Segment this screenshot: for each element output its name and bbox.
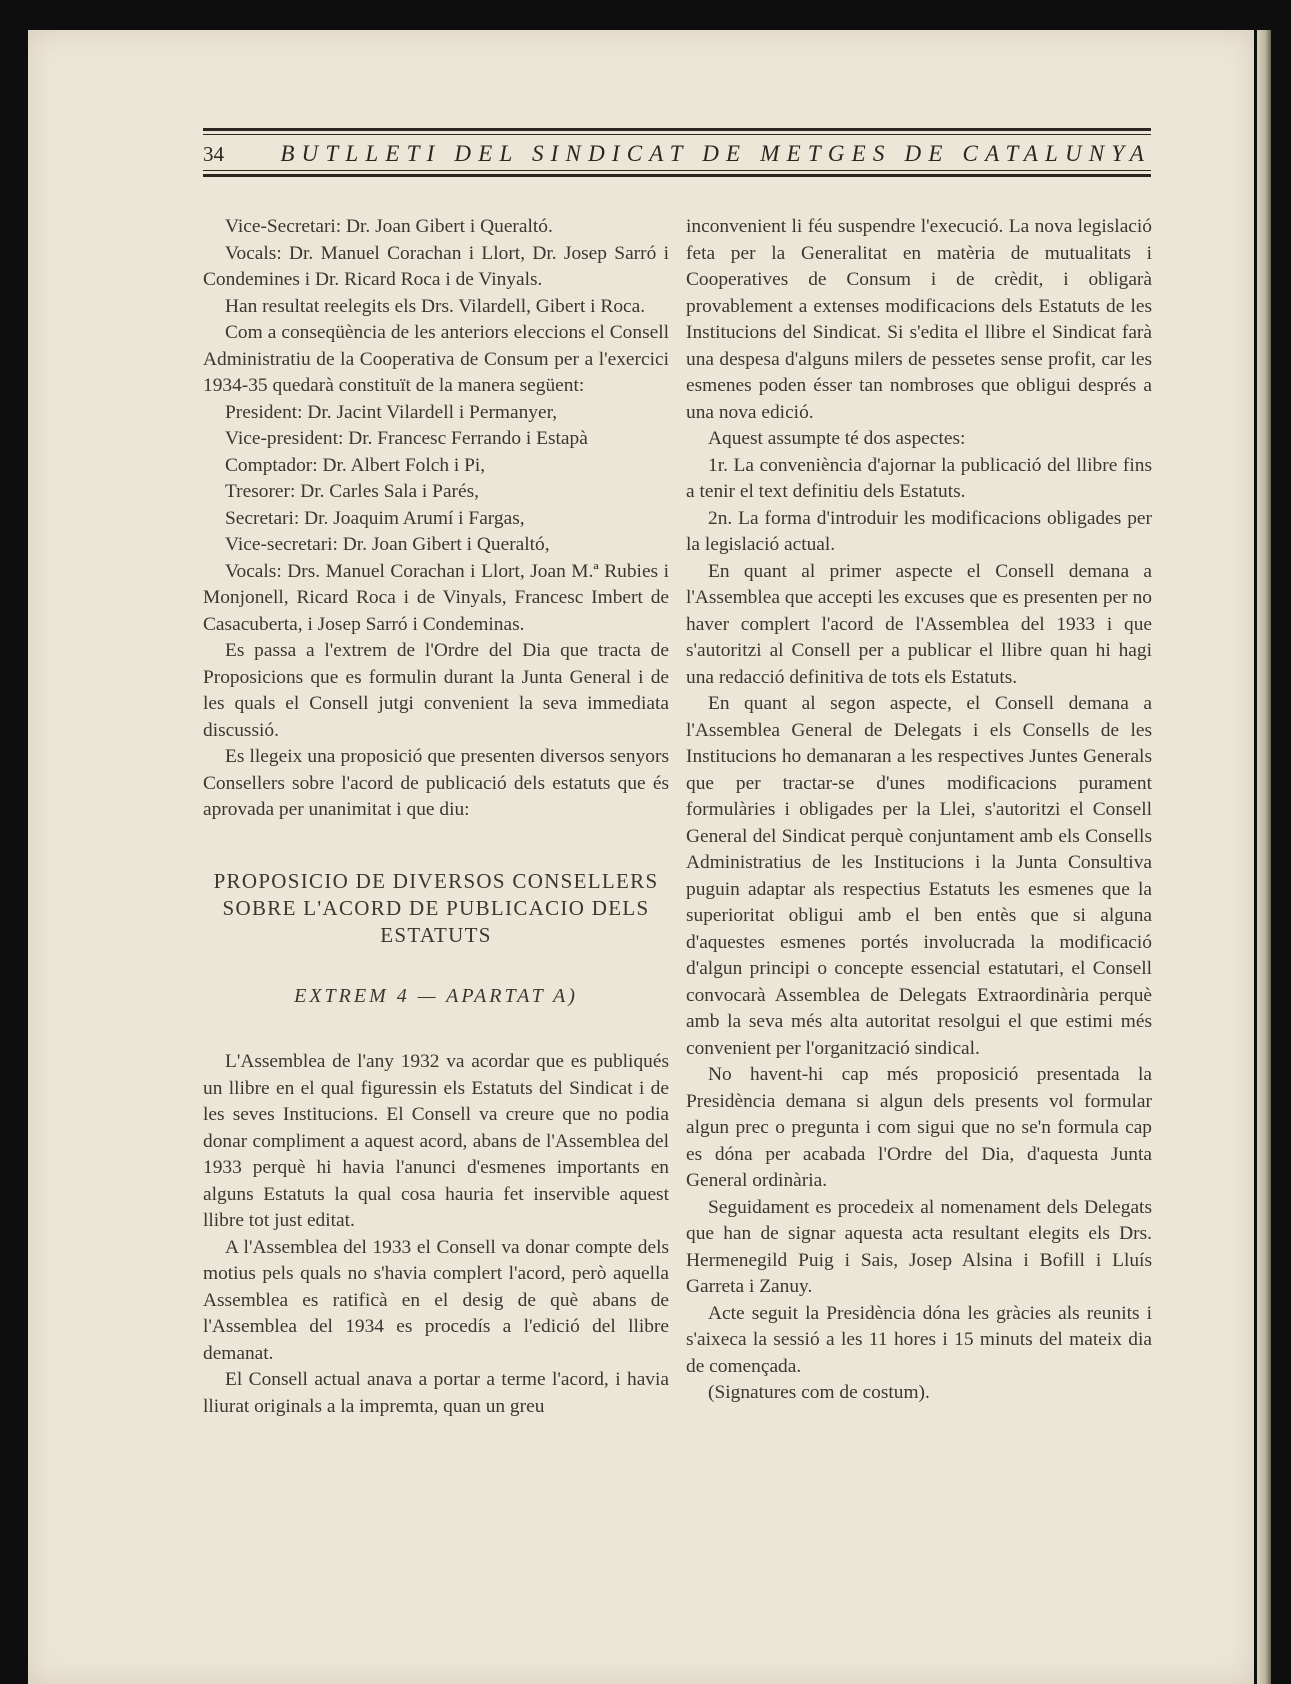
- paragraph: Vice-Secretari: Dr. Joan Gibert i Queraltó.: [225, 216, 553, 237]
- board-member-line: Comptador: Dr. Albert Folch i Pi,: [225, 454, 486, 476]
- paragraph: Acte seguit la Presidència dóna les gràcies als reunits i s'aixeca la sessió a les 11 hores i 15 minuts del mateix dia de començada.: [686, 1302, 1152, 1377]
- paragraph: Es passa a l'extrem de l'Ordre del Dia que tracta de Proposicions que es formulin durant la Junta General i de les quals el Consell jutgi convenient la seva immediata discussió.: [203, 640, 669, 741]
- paragraph: Com a conseqüència de les anteriors eleccions el Consell Administratiu de la Cooperativa de Consum per a l'exercici 1934-35 quedarà constituït de la manera següent:: [203, 322, 669, 396]
- header-rule-top-thin: [203, 134, 1151, 135]
- board-member-line: President: Dr. Jacint Vilardell i Permanyer,: [225, 401, 558, 423]
- paragraph: El Consell actual anava a portar a terme l'acord, i havia lliurat originals a la impremta, quan un greu: [203, 1369, 669, 1417]
- list-item: 2n. La forma d'introduir les modificacions obligades per la legislació actual.: [686, 507, 1152, 555]
- page-edge: [1257, 30, 1271, 1684]
- running-title: BUTLLETI DEL SINDICAT DE METGES DE CATALUNYA: [280, 141, 1151, 166]
- header-rule-bottom-thin: [203, 170, 1151, 171]
- header-rule-top-thick: [203, 128, 1151, 131]
- section-subheading: EXTREM 4 — APARTAT A): [294, 984, 578, 1007]
- section-heading: PROPOSICIO DE DIVERSOS CONSELLERS SOBRE L'ACORD DE PUBLICACIO DELS ESTATUTS: [213, 868, 659, 947]
- paragraph-continued: inconvenient li féu suspendre l'execució. La nova legislació feta per la Generalitat en matèria de mutualitats i Cooperatives de Consum i de crèdit, i obligarà provablement a extenses modificacions dels Estatuts de les Institucions del Sindicat. Si s'edita el llibre el Sindicat farà una despesa d'alguns milers de pessetes sense profit, car les esmenes poden ésser tan nombroses que obligui després a una nova edició.: [686, 216, 1152, 423]
- paragraph: Es llegeix una proposició que presenten diversos senyors Consellers sobre l'acord de publicació dels estatuts que és aprovada per unanimitat i que diu:: [203, 746, 669, 820]
- paragraph: Aquest assumpte té dos aspectes:: [708, 428, 966, 449]
- paragraph: Han resultat reelegits els Drs. Vilardell, Gibert i Roca.: [225, 295, 646, 317]
- right-column: [686, 214, 1152, 1407]
- board-member-line: Secretari: Dr. Joaquim Arumí i Fargas,: [225, 507, 525, 529]
- paragraph: En quant al segon aspecte, el Consell demana a l'Assemblea General de Delegats i els Consells de les Institucions ho demanaran a les respectives Juntes Generals que per tractar-se d'unes modificacions purament formulàries i obligades per la Llei, s'autoritzi el Consell General del Sindicat perquè conjuntament amb els Consells Administratius de les Institucions i la Junta Consultiva puguin adaptar als respectius Estatuts les esmenes que la superioritat obligui amb el ben entès que si alguna d'aquestes esmenes portés involucrada la modificació d'algun principi o concepte essencial estatutari, el Consell convocarà Assemblea de Delegats Extraordinària perquè amb la seva més alta autoritat resolgui el que estimi més convenient per l'organització sindical.: [686, 693, 1152, 1059]
- signatures-note: (Signatures com de costum).: [708, 1382, 930, 1403]
- list-item: 1r. La conveniència d'ajornar la publicació del llibre fins a tenir el text definitiu dels Estatuts.: [686, 454, 1152, 502]
- page-number: 34: [203, 141, 224, 166]
- paragraph: Seguidament es procedeix al nomenament dels Delegats que han de signar aquesta acta resultant elegits els Drs. Hermenegild Puig i Sais, Josep Alsina i Bofill i Lluís Garreta i Zanuy.: [686, 1196, 1152, 1297]
- paragraph: Vocals: Dr. Manuel Corachan i Llort, Dr. Josep Sarró i Condemines i Dr. Ricard Roca i de Vinyals.: [203, 242, 669, 290]
- running-header: [203, 126, 1151, 180]
- board-member-line: Tresorer: Dr. Carles Sala i Parés,: [225, 481, 480, 502]
- board-member-line: Vice-secretari: Dr. Joan Gibert i Queraltó,: [225, 534, 550, 555]
- header-row: [203, 140, 1151, 168]
- left-column: [203, 214, 669, 1420]
- paragraph: L'Assemblea de l'any 1932 va acordar que es publiqués un llibre en el qual figuressin els Estatuts del Sindicat i de les seves Institucions. El Consell va creure que no podia donar compliment a aquest acord, abans de l'Assemblea del 1933 perquè hi havia l'anunci d'esmenes importants en alguns Estatuts la qual cosa hauria fet inservible aquest llibre tot just editat.: [203, 1051, 669, 1231]
- paragraph: En quant al primer aspecte el Consell demana a l'Assemblea que accepti les excuses que es presenten per no haver complert l'acord de l'Assemblea del 1933 i que s'autoritzi al Consell per a publicar el llibre quan hi hagi una redacció definitiva de tots els Estatuts.: [686, 560, 1152, 688]
- board-member-line: Vice-president: Dr. Francesc Ferrando i Estapà: [225, 428, 588, 449]
- board-member-line: Vocals: Drs. Manuel Corachan i Llort, Joan M.ª Rubies i Monjonell, Ricard Roca i de Vinyals, Francesc Imbert de Casacuberta, i Josep Sarró i Condeminas.: [203, 560, 669, 635]
- paragraph: No havent-hi cap més proposició presentada la Presidència demana si algun dels presents vol formular algun prec o pregunta i com sigui que no se'n formula cap es dóna per acabada l'Ordre del Dia, d'aquesta Junta General ordinària.: [686, 1064, 1152, 1191]
- paragraph: A l'Assemblea del 1933 el Consell va donar compte dels motius pels quals no s'havia complert l'acord, però aquella Assemblea es ratificà en el desig de què abans de l'Assemblea del 1934 es procedís a l'edició del llibre demanat.: [203, 1236, 669, 1364]
- header-rule-bottom-thick: [203, 174, 1151, 177]
